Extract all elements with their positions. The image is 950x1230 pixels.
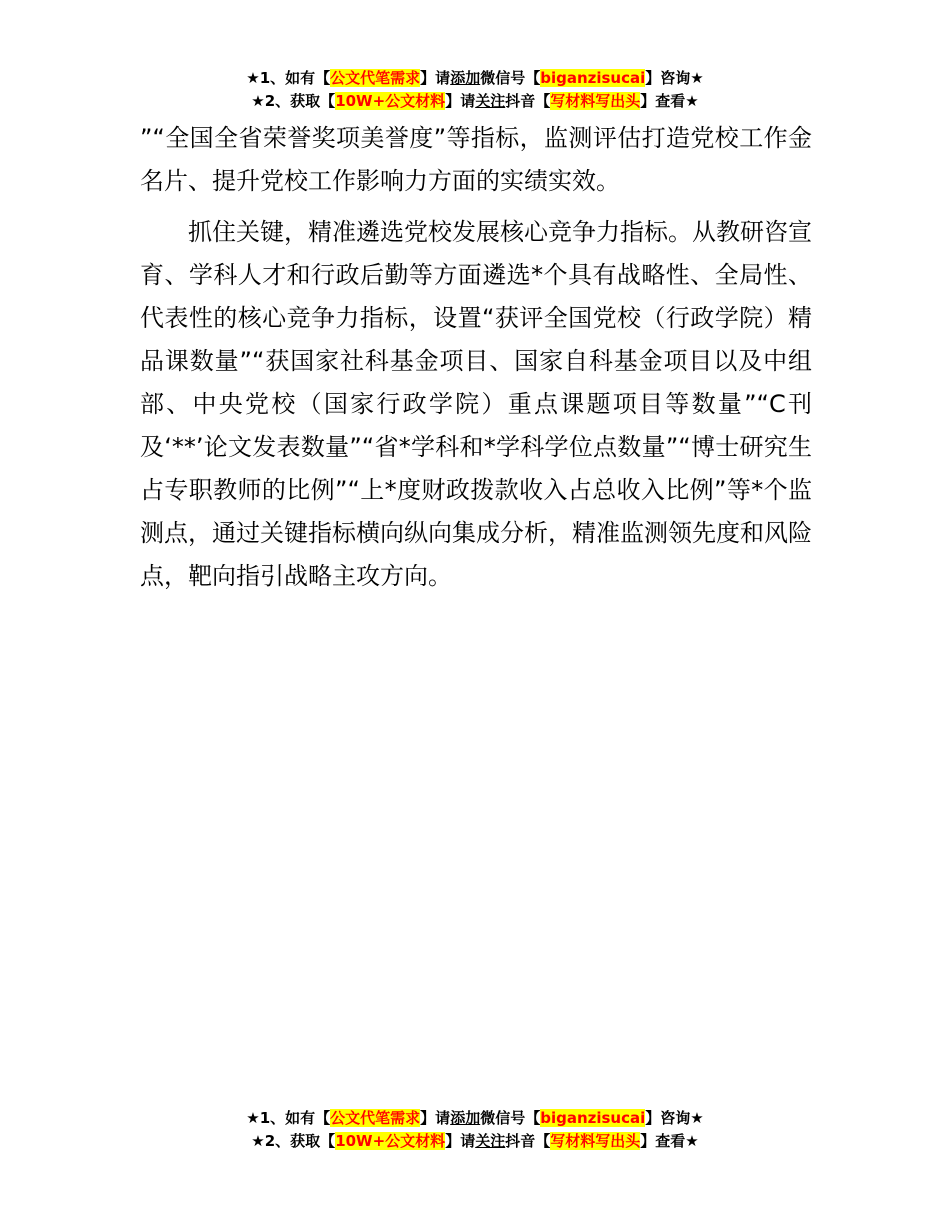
paragraph-2: 抓住关键，精准遴选党校发展核心竞争力指标。从教研咨宣育、学科人才和行政后勤等方面遴选*个具有战略性、全局性、代表性的核心竞争力指标，设置“获评全国党校（行政学院）精品课数量”“获国家社科基金项目、国家自科基金项目以及中组部、中央党校（国家行政学院）重点课题项目等数量”“C刊及‘**’论文发表数量”“省*学科和*学科学位点数量”“博士研究生占专职教师的比例”“上*度财政拨款收入占总收入比例”等*个监测点，通过关键指标横向纵向集成分析，精准监测领先度和风险点，靶向指引战略主攻方向。 xyxy=(140,218,812,590)
header-line2-mid1: 】请 xyxy=(445,92,476,110)
paragraph-1: ”“全国全省荣誉奖项美誉度”等指标，监测评估打造党校工作金名片、提升党校工作影响力方面的实绩实效。 xyxy=(140,124,812,195)
footer-banner-line-2 xyxy=(0,1130,950,1153)
header-banner-line-2 xyxy=(0,90,950,113)
header-line2-highlight-materials: 10W+公文材料 xyxy=(335,92,446,110)
header-line1-prefix: ★1、如有【 xyxy=(246,69,331,87)
document-body xyxy=(140,117,812,598)
header-line1-highlight-wechat-id: biganzisucai xyxy=(540,69,646,87)
footer-line1-mid1: 】请 xyxy=(420,1109,451,1127)
footer-line1-mid2: 微信号【 xyxy=(480,1109,541,1127)
header-line1-highlight-service: 公文代笔需求 xyxy=(330,69,421,87)
footer-line1-prefix: ★1、如有【 xyxy=(246,1109,331,1127)
header-line1-underlined: 添加 xyxy=(450,69,481,87)
header-line2-prefix: ★2、获取【 xyxy=(251,92,336,110)
footer-line2-highlight-douyin-account: 写材料写出头 xyxy=(550,1132,641,1150)
footer-line2-underlined: 关注 xyxy=(475,1132,506,1150)
footer-line1-highlight-service: 公文代笔需求 xyxy=(330,1109,421,1127)
header-line2-suffix: 】查看★ xyxy=(640,92,699,110)
footer-line1-underlined: 添加 xyxy=(450,1109,481,1127)
header-line2-underlined: 关注 xyxy=(475,92,506,110)
footer-line2-mid1: 】请 xyxy=(445,1132,476,1150)
header-line2-highlight-douyin-account: 写材料写出头 xyxy=(550,92,641,110)
header-line1-mid2: 微信号【 xyxy=(480,69,541,87)
footer-banner-line-1 xyxy=(0,1107,950,1130)
footer-line2-mid2: 抖音【 xyxy=(505,1132,551,1150)
footer-line2-suffix: 】查看★ xyxy=(640,1132,699,1150)
footer-line2-prefix: ★2、获取【 xyxy=(251,1132,336,1150)
header-line2-mid2: 抖音【 xyxy=(505,92,551,110)
footer-banner xyxy=(0,1107,950,1153)
footer-line1-highlight-wechat-id: biganzisucai xyxy=(540,1109,646,1127)
header-banner-line-1 xyxy=(0,67,950,90)
footer-line2-highlight-materials: 10W+公文材料 xyxy=(335,1132,446,1150)
header-line1-mid1: 】请 xyxy=(420,69,451,87)
header-line1-suffix: 】咨询★ xyxy=(645,69,704,87)
footer-line1-suffix: 】咨询★ xyxy=(645,1109,704,1127)
header-banner xyxy=(0,67,950,113)
